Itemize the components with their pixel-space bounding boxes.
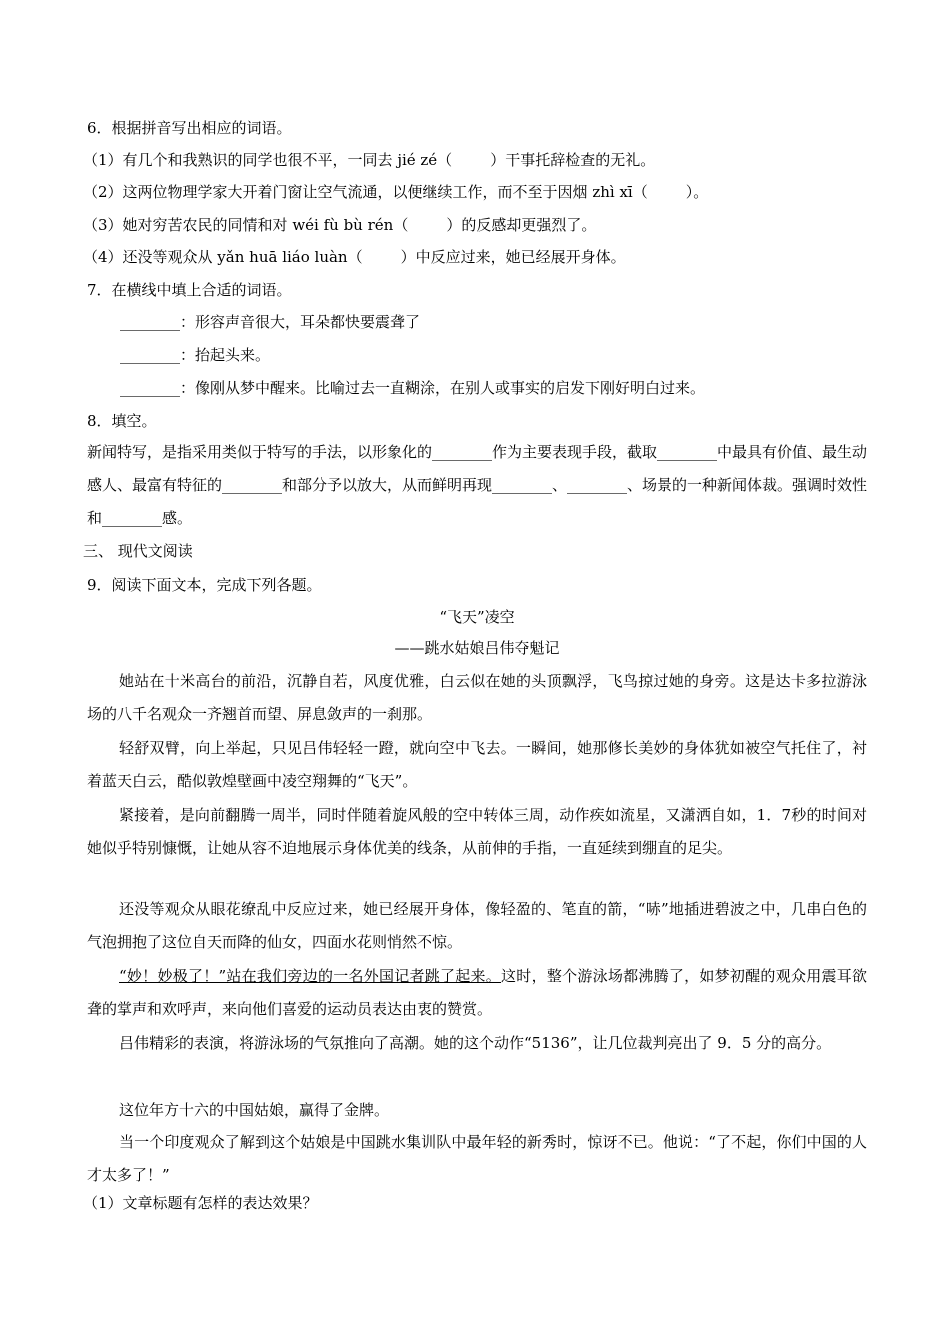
article-paragraph-6: 吕伟精彩的表演，将游泳场的气氛推向了高潮。她的这个动作“5136”，让几位裁判亮出了 9．5 分的高分。 xyxy=(119,1034,832,1052)
q9-sub-question-1: （1）文章标题有怎样的表达效果？ xyxy=(83,1194,318,1212)
q6-item-1 xyxy=(83,149,863,171)
q7-item-3: ________：像刚从梦中醒来。比喻过去一直糊涂，在别人或事实的启发下刚好明白过来。 xyxy=(120,379,706,397)
article-paragraph-8: 当一个印度观众了解到这个姑娘是中国跳水集训队中最年轻的新秀时，惊讶不已。他说：“了不起，你们中国的人才太多了！” xyxy=(87,1133,867,1184)
q8-title: 8．填空。 xyxy=(87,412,157,430)
article-title: “飞天”凌空 xyxy=(439,608,515,626)
q6-title: 6．根据拼音写出相应的词语。 xyxy=(87,119,292,137)
q8-text: 新闻特写，是指采用类似于特写的手法，以形象化的________作为主要表现手段，截取________中最具有价值、最生动感人、最富有特征的________和部分予以放大，从而鲜明再现________、________、场景的一种新闻体裁。强调时效性和________感。 xyxy=(87,443,868,527)
q7-item-1: ________：形容声音很大，耳朵都快要震聋了 xyxy=(120,313,421,331)
q6-item-4 xyxy=(83,246,863,268)
section-3-heading: 三、 现代文阅读 xyxy=(83,542,193,560)
q6-item-1-tail: ）干事托辞检查的无礼。 xyxy=(490,151,656,169)
q6-item-2-text: （2）这两位物理学家大开着门窗让空气流通，以便继续工作，而不至于因烟 zhì xī（ xyxy=(83,183,648,201)
article-subtitle: ——跳水姑娘吕伟夺魁记 xyxy=(394,639,560,657)
article-paragraph-5 xyxy=(87,960,867,1026)
q7-title: 7．在横线中填上合适的词语。 xyxy=(87,281,292,299)
underlined-sentence: “妙！妙极了！”站在我们旁边的一名外国记者跳了起来。 xyxy=(119,967,502,985)
q6-item-3-text: （3）她对穷苦农民的同情和对 wéi fù bù rén（ xyxy=(83,216,409,234)
article-paragraph-3: 紧接着，是向前翻腾一周半，同时伴随着旋风般的空中转体三周，动作疾如流星，又潇洒自如，1．7秒的时间对她似乎特别慷慨，让她从容不迫地展示身体优美的线条，从前伸的手指，一直延续到绷直的足尖。 xyxy=(87,806,867,857)
q6-item-1-text: （1）有几个和我熟识的同学也很不平，一同去 jié zé（ xyxy=(83,151,453,169)
q6-item-3 xyxy=(83,214,863,236)
article-paragraph-7: 这位年方十六的中国姑娘，赢得了金牌。 xyxy=(119,1101,390,1119)
article-paragraph-1: 她站在十米高台的前沿，沉静自若，风度优雅，白云似在她的头顶飘浮，飞鸟掠过她的身旁。这是达卡多拉游泳场的八千名观众一齐翘首而望、屏息敛声的一刹那。 xyxy=(87,672,867,723)
q6-item-4-tail: ）中反应过来，她已经展开身体。 xyxy=(400,248,626,266)
paragraph-5-rest: 这时，整个游泳场都沸腾了，如梦初醒的观众用震耳欲聋的掌声和欢呼声，来向他们喜爱的运动员表达由衷的赞赏。 xyxy=(87,967,867,1018)
q6-item-2-tail: ）。 xyxy=(685,183,709,201)
article-paragraph-2: 轻舒双臂，向上举起，只见吕伟轻轻一蹬，就向空中飞去。一瞬间，她那修长美妙的身体犹如被空气托住了，衬着蓝天白云，酷似敦煌壁画中凌空翔舞的“飞天”。 xyxy=(87,739,867,790)
q7-item-2: ________：抬起头来。 xyxy=(120,346,271,364)
q6-item-3-tail: ）的反感却更强烈了。 xyxy=(446,216,597,234)
q9-title: 9．阅读下面文本，完成下列各题。 xyxy=(87,576,322,594)
q6-item-2 xyxy=(83,181,863,203)
article-paragraph-4: 还没等观众从眼花缭乱中反应过来，她已经展开身体，像轻盈的、笔直的箭，“哧”地插进碧波之中，几串白色的气泡拥抱了这位自天而降的仙女，四面水花则悄然不惊。 xyxy=(87,900,867,951)
q6-item-4-text: （4）还没等观众从 yǎn huā liáo luàn（ xyxy=(83,248,363,266)
